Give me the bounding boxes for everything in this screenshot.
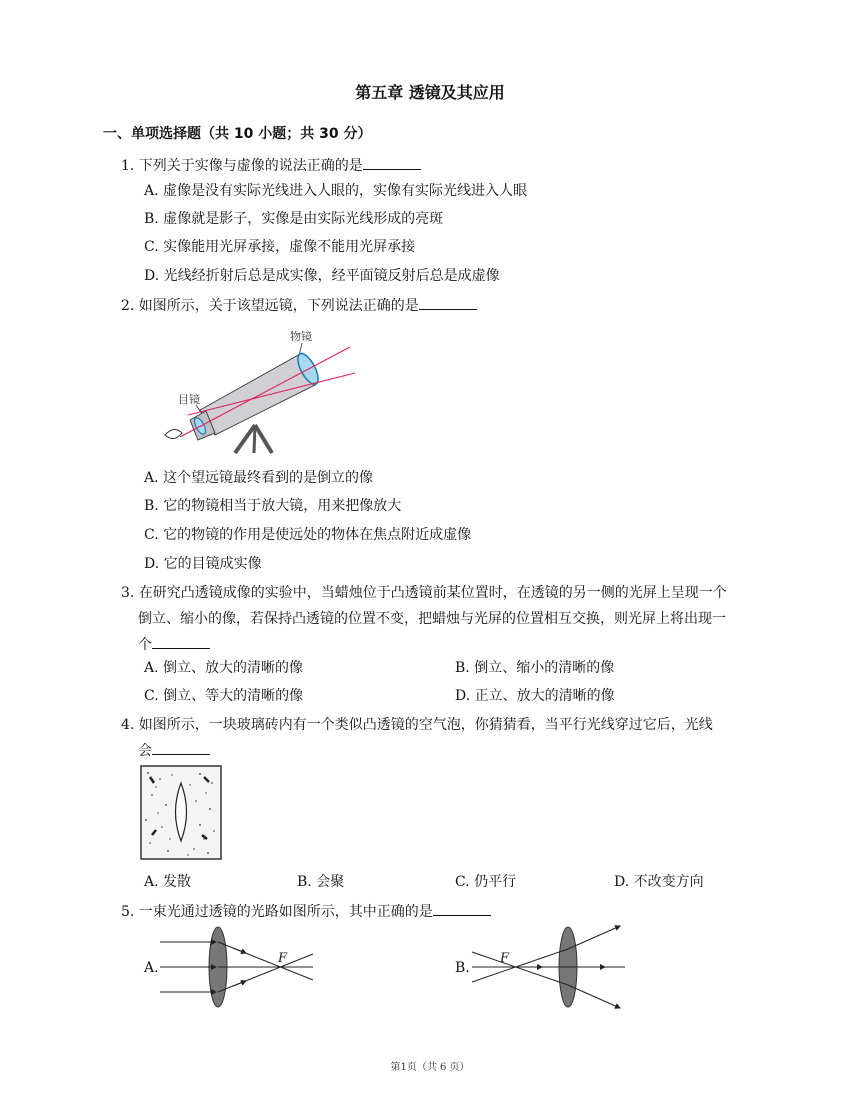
question-2-text: 2. 如图所示，关于该望远镜，下列说法正确的是 [121, 298, 419, 314]
q2-option-b: B. 它的物镜相当于放大镜，用来把像放大 [144, 498, 402, 514]
question-1-text: 1. 下列关于实像与虚像的说法正确的是 [121, 158, 363, 174]
question-4-line-2 [138, 740, 210, 760]
question-2-stem [121, 295, 477, 315]
q3-option-d: D. 正立、放大的清晰的像 [455, 688, 615, 704]
q2-option-d: D. 它的目镜成实像 [144, 556, 262, 572]
question-3-line-1: 3. 在研究凸透镜成像的实验中，当蜡烛位于凸透镜前某位置时，在透镜的另一侧的光屏上呈现一个 [121, 585, 727, 601]
section-heading: 一、单项选择题（共 10 小题；共 30 分） [103, 126, 372, 142]
focus-label-b: F [500, 951, 510, 966]
q4-option-d: D. 不改变方向 [614, 874, 704, 890]
page-title: 第五章 透镜及其应用 [355, 83, 505, 102]
question-5-stem [121, 901, 491, 921]
question-3-line-3 [138, 634, 210, 654]
question-4-line-1: 4. 如图所示，一块玻璃砖内有一个类似凸透镜的空气泡，你猜猜看，当平行光线穿过它后，光线 [121, 717, 713, 733]
q3-option-c: C. 倒立、等大的清晰的像 [144, 688, 304, 704]
q4-option-a: A. 发散 [144, 874, 192, 890]
q4-option-c: C. 仍平行 [455, 874, 517, 890]
question-3-text: 个 [138, 637, 152, 653]
q1-option-d: D. 光线经折射后总是成实像，经平面镜反射后总是成虚像 [144, 268, 500, 284]
q5-option-a-label: A. [144, 960, 159, 976]
q4-option-b: B. 会聚 [297, 874, 345, 890]
eyepiece-label: 目镜 [178, 393, 200, 406]
answer-blank [433, 901, 491, 916]
q3-option-a: A. 倒立、放大的清晰的像 [144, 660, 304, 676]
answer-blank [152, 634, 210, 649]
q1-option-c: C. 实像能用光屏承接，虚像不能用光屏承接 [144, 239, 416, 255]
question-3-line-2: 倒立、缩小的像，若保持凸透镜的位置不变，把蜡烛与光屏的位置相互交换，则光屏上将出现一 [138, 611, 726, 627]
q5-option-b-label: B. [455, 960, 470, 976]
q5-figure-b [470, 922, 630, 1012]
answer-blank [363, 155, 421, 170]
page-footer: 第1页（共 6 页） [390, 1062, 470, 1073]
question-1-stem [121, 155, 421, 175]
answer-blank [419, 295, 477, 310]
q2-option-a: A. 这个望远镜最终看到的是倒立的像 [144, 470, 374, 486]
q1-option-a: A. 虚像是没有实际光线进入人眼的，实像有实际光线进入人眼 [144, 183, 528, 199]
glass-brick-figure [140, 765, 222, 860]
objective-label: 物镜 [290, 330, 312, 343]
q3-option-b: B. 倒立、缩小的清晰的像 [455, 660, 615, 676]
question-5-text: 5. 一束光通过透镜的光路如图所示，其中正确的是 [121, 904, 433, 920]
telescope-figure [160, 325, 360, 455]
q2-option-c: C. 它的物镜的作用是使远处的物体在焦点附近成虚像 [144, 527, 472, 543]
focus-label-a: F [278, 951, 288, 966]
q1-option-b: B. 虚像就是影子，实像是由实际光线形成的亮斑 [144, 211, 444, 227]
answer-blank [152, 740, 210, 755]
question-4-text: 会 [138, 743, 152, 759]
q5-figure-a [158, 922, 318, 1012]
